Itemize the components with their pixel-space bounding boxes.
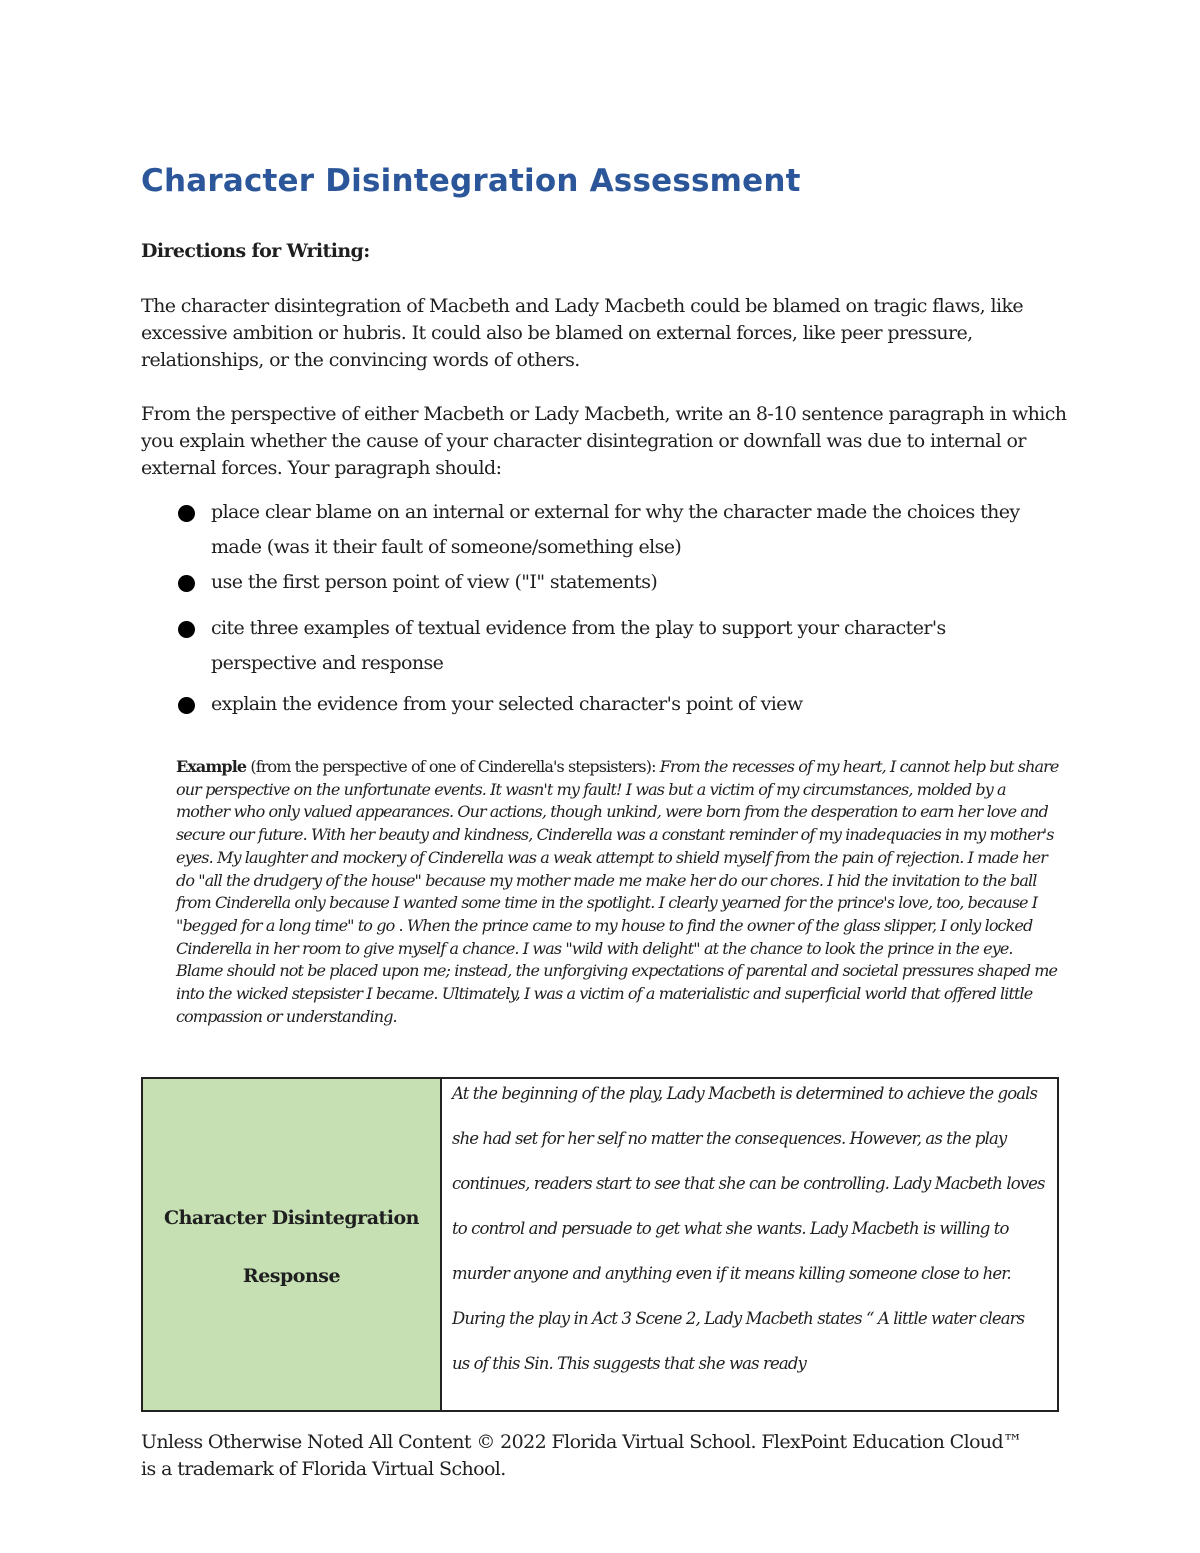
response-label-cell — [142, 1078, 441, 1411]
list-item — [176, 687, 1056, 727]
copyright-footer: Unless Otherwise Noted All Content © 2022 Florida Virtual School. FlexPoint Education Cloud™ is a trademark of Florida Virtual School. — [141, 1431, 1022, 1480]
directions-heading: Directions for Writing: — [141, 240, 370, 262]
list-item-text: use the first person point of view ("I" statements) — [211, 571, 658, 593]
example-text: From the recesses of my heart, I cannot help but share our perspective on the unfortunate events. It wasn't my fault! I was but a victim of my circumstances, molded by a mother who only valued appearances. Our actions, though unkind, were born from the desperation to earn her love and secure our future. With her beauty and kindness, Cinderella was a constant reminder of my inadequacies in my mother's eyes. My laughter and mockery of Cinderella was a weak attempt to shield myself from the pain of rejection. I made her do "all the drudgery of the house" because my mother made me make her do our chores. I hid the invitation to the ball from Cinderella only because I wanted some time in the spotlight. I clearly yearned for the prince's love, too, because I "begged for a long time" to go . When the prince came to my house to find the owner of the glass slipper, I only locked Cinderella in her room to give myself a chance. I was "wild with delight" at the chance to look the prince in the eye. Blame should not be placed upon me; instead, the unforgiving expectations of parental and societal pressures shaped me into the wicked stepsister I became. Ultimately, I was a victim of a materialistic and superficial world that offered little compassion or understanding. — [176, 757, 1059, 1026]
instructions-paragraph: From the perspective of either Macbeth or Lady Macbeth, write an 8-10 sentence paragraph in which you explain whether the cause of your character disintegration or downfall was due to internal or external forces. Your paragraph should: — [141, 403, 1067, 479]
response-label-line1: Character Disintegration — [163, 1206, 419, 1229]
bullet-icon — [178, 505, 195, 522]
example-label: Example — [176, 757, 247, 776]
response-table — [141, 1077, 1059, 1412]
example-paragraph — [176, 756, 1061, 1028]
intro-paragraph: The character disintegration of Macbeth and Lady Macbeth could be blamed on tragic flaws, like excessive ambition or hubris. It could also be blamed on external forces, like peer pressure, relationships, or the convincing words of others. — [141, 295, 1024, 371]
bullet-icon — [178, 575, 195, 592]
list-item — [176, 611, 1056, 687]
list-item-text: cite three examples of textual evidence from the play to support your character's perspective and response — [211, 617, 946, 674]
list-item-text: explain the evidence from your selected character's point of view — [211, 693, 803, 715]
bullet-icon — [178, 697, 195, 714]
list-item — [176, 495, 1056, 565]
list-item — [176, 565, 1056, 611]
example-context: (from the perspective of one of Cinderella's stepsisters): — [246, 757, 660, 776]
response-text: At the beginning of the play, Lady Macbeth is determined to achieve the goals she had set for her self no matter the consequences. However, as the play continues, readers start to see that she can be controlling. Lady Macbeth loves to control and persuade to get what she wants. Lady Macbeth is willing to murder anyone and anything even if it means killing someone close to her. During the play in Act 3 Scene 2, Lady Macbeth states “ A little water clears us of this Sin. This suggests that she was ready — [452, 1084, 1045, 1373]
table-row — [142, 1078, 1058, 1411]
response-text-cell[interactable] — [441, 1078, 1058, 1411]
response-label-line2: Response — [242, 1264, 341, 1287]
page-title: Character Disintegration Assessment — [141, 163, 801, 199]
requirements-list — [176, 495, 1056, 727]
bullet-icon — [178, 621, 195, 638]
list-item-text: place clear blame on an internal or external for why the character made the choices they made (was it their fault of someone/something else) — [211, 501, 1020, 558]
